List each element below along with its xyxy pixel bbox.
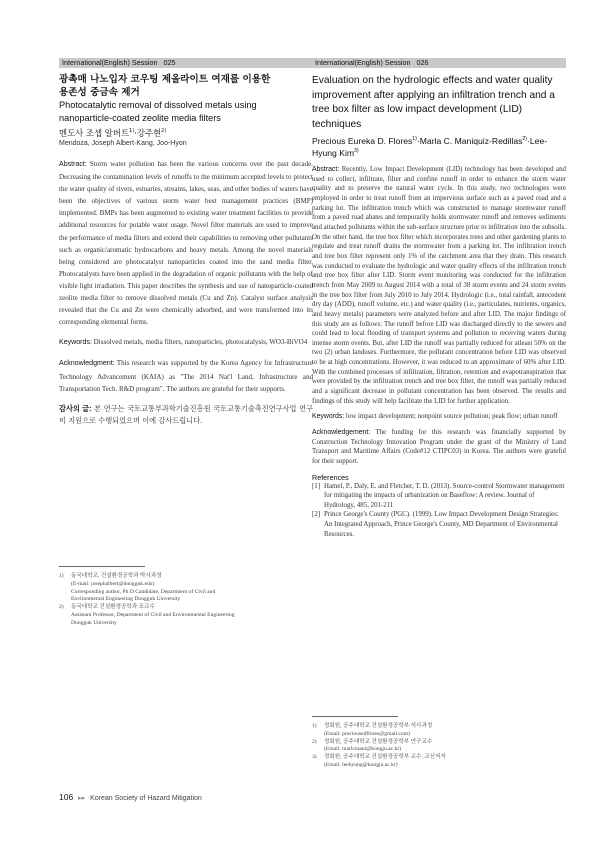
footnote-rule	[59, 566, 145, 567]
abstract-label: Abstract:	[59, 161, 87, 168]
reference-item: [2] Prince George's County (PGC). (1999). Low Impact Development Design Strategies: An Integrated Approach, Prince George's County, MD Department of Environmental Resources.	[312, 511, 559, 538]
acknowledgment-left: Acknowledgment: This research was supported by the Korea Agency for Infrastructure Technology Advancement (KAIA) as "The 2014 Nat'l Land, Infrastructure and Transportation Tech. R&D program". The authors are grateful for their supports.	[59, 359, 313, 393]
keywords-right: Keywords: low impact development; nonpoint source pollution; peak flow; urban runoff	[312, 413, 558, 421]
authors-ko: 멘도사 조셉 알버트$^{1)}$·강주현$^{2)}$	[59, 128, 167, 138]
authors-right: Precious Eureka D. Flores$^{1)}$·Marla C. Maniquiz-Redillas$^{2)}$·Lee-Hyung Kim$^{3)}$	[312, 136, 548, 158]
abstract-left	[59, 158, 313, 328]
session-label: International(English) Session	[315, 58, 411, 67]
references-title: References	[312, 472, 349, 482]
publisher-name: Korean Society of Hazard Mitigation	[90, 795, 202, 802]
footnotes-right	[312, 716, 566, 770]
footnote-2: 2) 동국대학교 건설환경공학과 조교수 Assistant Professor, Department of Civil and Environmental Engineering Dongguk University	[59, 604, 235, 626]
footnote-1: 1) 동국대학교, 건설환경공학과 박사과정 (E-mail: josephalbert@dongguk.edu) Corresponding author, Ph D Candidate, Department of Civil and Environmental Engineering Dongguk University	[59, 573, 216, 603]
acknowledgment-right: Acknowledgement: The funding for this research was financially supported by Construction Technology Innovation Program under the grant of the Ministry of Land Transport and Maritime Affairs (Code#12 CTIPC03) in Korea. The authors were grateful for their support.	[312, 429, 566, 466]
authors-en: Mendoza, Joseph Albert·Kang, Joo-Hyon	[59, 140, 187, 147]
session-bar-left	[59, 58, 313, 68]
abstract-text: Storm water pollution has been the various concerns over the past decade. Decreasing the contamination levels of runoffs to the minimum accepted levels to protect the water quality of rivers, estuaries, streams, lakes, seas, and other bodies of waters have been the objectives of various storm water best management practices (BMP) implemented. BMPs has been augmented to existing water treatment facilities to provide additional resources for potable water usage. Novel filter materials are used to improve the performance of media filters and extend their capabilities to removing other pollutants such as organic/aromatic hydrocarbons and heavy metals. Among the novel materials being considered are photocatalyst nanoparticles coated into the sand media filter. Photocatalysts have been applied in the degradation of organic pollutants with the help of visible light irradiation. This paper describes the synthesis and use of nanoparticle-coated zeolite media filter to remove dissolved metals (Cu and Zn). Catalyst surface analysis revealed that the Cu and Zn were chemically adsorbed, and were transformed into its corresponding elemental forms.	[59, 160, 313, 327]
footnotes-left	[59, 566, 313, 628]
abstract-right: Abstract: Recently, Low Impact Development (LID) technology has been developed and used to collect, infiltrate, filter and confine runoff in order to enhance the storm water quality and to preserve the natural water cycle. In this study, two technologies were employed in order to treat runoff from an impervious surface such as a paved road and a parking lot. The infiltration trench which was constructed to manage stormwater runoff from a paved road abates and temporarily holds stormwater runoff and removes sediments and attached pollutants within the sub-surface structure prior to infiltration into the subsoils. On the other hand, the tree box filter which incorporates trees and other gardening plants to regulate and treat runoff drains the stormwater from a parking lot. The infiltration trench and tree box filter represent only 1% of the catchment area that they drain. This research was conducted to evaluate the hydrologic and water quality effects of the infiltration trench and tree box filter after LID. Storm event monitoring was conducted for the infiltration trench from May 2009 to August 2014 with a total of 38 storm events and 24 storm events in the tree box filter from July 2010 to July 2014. Hydrologic (i.e., total rainfall, antecedent dry day (ADD), runoff volume, etc.) and water quality (i.e., particulates, nutrients, organics, and heavy metals) parameters were analyzed before and after LID. The major findings of this study are as follows: The runoff before LID was discharged directly to the sewers and could lead to local flooding of transport systems and pollution to receiving waters during intense storm events. But, after LID the runoff was partially reduced for atleast 50% on the two (2) urban landuses. Furthermore, the pollutant concentration before LID was observed to be at high concentrations. However, it was reduced to an approximate of 60% after LID. With the combined processes of infiltration, filtration, retention and evapotranspiration that were provided by the infiltration trench and tree box filter, the runoff was partially reduced and a significant decrease in pollutant concentration has been observed. The results and findings of this study will help facilitate the LID for further application.	[312, 166, 566, 405]
footnote-1: 1) 정회원, 공주대학교 건설환경공학부 석사과정 (Email: preciousedflores@gmail.com)	[312, 723, 433, 737]
session-number: 026	[416, 58, 429, 67]
reference-item: [1] Hamel, P., Daly, E. and Fletcher, T. D. (2013). Source-control Stormwater management for mitigating the impacts of urbanization on Baseflow: A review. Journal of Hydrology, 485, 201-211	[312, 482, 565, 509]
title-ko-line-1: 광촉매 나노입자 코우팅 제올라이트 여재를 이용한	[59, 74, 271, 85]
article-right	[312, 74, 566, 539]
session-bar-right	[312, 58, 566, 68]
page-number: 106	[59, 792, 74, 802]
title-en-line-2: nanoparticle-coated zeolite media filters	[59, 113, 221, 123]
footnote-3: 3) 정회원, 공주대학교 건설환경공학부 교수, 교신저자 (Email: leehyung@kongju.ac.kr)	[312, 754, 446, 768]
footnote-2: 2) 정회원, 공주대학교 건설환경공학부 연구교수 (Email: marlcmani@kongju.ac.kr)	[312, 738, 433, 753]
arrow-glyphs: ▸▸	[78, 795, 86, 802]
title-ko-line-2: 용존성 중금속 제거	[59, 87, 140, 98]
article-left	[59, 73, 313, 428]
keywords-left: Keywords: Dissolved metals, media filters, nanoparticles, photocatalysis, WO3-BiVO4	[59, 338, 308, 347]
title-right: Evaluation on the hydrologic effects and water quality improvement after applying an infiltration trench and a tree box filter as low impact development (LID) techniques	[312, 75, 555, 130]
session-number: 025	[163, 58, 176, 67]
session-label: International(English) Session	[62, 58, 158, 67]
page-footer	[59, 792, 202, 802]
footnote-rule	[312, 716, 398, 717]
title-en-line-1: Photocatalytic removal of dissolved metals using	[59, 100, 257, 110]
acknowledgment-ko: 감사의 글: 본 연구는 국토교통부과학기술진흥원 국토교통기술촉진연구사업 연구비 지원으로 수행되었으며 이에 감사드립니다.	[59, 403, 313, 426]
